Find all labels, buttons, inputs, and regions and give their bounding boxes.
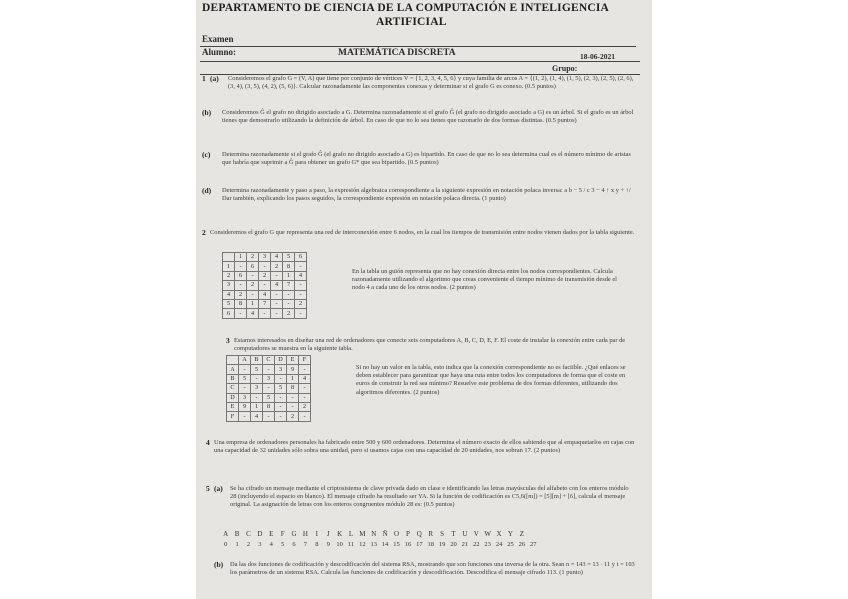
alphabet-number: 4 — [269, 541, 273, 548]
q2-table-cell: 6 — [247, 262, 259, 271]
q2-transmission-table — [222, 252, 307, 319]
q3-table-cell: - — [299, 412, 311, 421]
alphabet-letter: E — [269, 530, 274, 538]
q3-table-cell: - — [299, 365, 311, 374]
q2-table-row — [223, 271, 307, 280]
q5a-text: Se ha cifrado un mensaje mediante el criptosistema de clave privada dado en clase e identificando las letras mayúsculas del alfabeto con los enteros módulo 28 (incluyendo el espacio en blanco). El mensaje cifrado ha resultado ser YA. Si la función de codificación es C5,6([m]) = [5][m] + [6], calcula el mensaje original. La asignación de letras con los enteros congruentes módulo 28 es: (0.5 puntos) — [230, 485, 629, 509]
alphabet-letter: A — [223, 530, 229, 538]
alphabet-letter: Y — [507, 530, 513, 538]
alphabet-number: 13 — [370, 541, 378, 548]
q3-table-cell: 5 — [251, 365, 263, 374]
q3-table-row — [227, 402, 311, 411]
alphabet-number: 8 — [315, 541, 319, 548]
alphabet-number: 0 — [224, 541, 228, 548]
alphabet-number: 24 — [495, 541, 503, 548]
q2-table-cell: 2 — [223, 271, 235, 280]
q3-table-cell: - — [263, 365, 275, 374]
q1a-text: Consideremos el grafo G = (V, A) que tiene por conjunto de vértices V = {1, 2, 3, 4, 5, 6} y cuya familia de arcos A = {(1, 2), (1, 4), (1, 5), (2, 3), (2, 5), (2, 6), (3, 4), (3, 5), (4, 2), (5, 6)}. Calcular razonadamente las componentes conexas y determinar si el grafo G es conexo. (0.5 puntos) — [228, 75, 634, 91]
q3-table-cell: - — [287, 393, 299, 402]
q2-table-row — [223, 253, 307, 262]
alphabet-number: 7 — [303, 541, 308, 548]
q2-table-row — [223, 262, 307, 271]
q2-table-row — [223, 290, 307, 299]
alphabet-number: 10 — [336, 541, 343, 548]
q3-table-cell: 9 — [239, 402, 251, 411]
alphabet-letter: Z — [519, 530, 524, 538]
alphabet-number: 15 — [393, 541, 400, 548]
alphabet-letter: P — [405, 530, 410, 538]
q4-text: Una empresa de ordenadores personales ha fabricado entre 500 y 600 ordenadores. Determina el número exacto de ellos sabiendo que al empaquetarlos en cajas con una capacidad de 32 unidades sólo sobra una unidad, pero si usamos cajas con una capacidad de 20 unidades, nos sobran 17. (2 puntos) — [214, 439, 635, 455]
exam-label: Examen — [202, 34, 234, 44]
alphabet-letter: G — [291, 530, 297, 538]
q1d-label: (d) — [202, 186, 212, 195]
alphabet-number: 11 — [347, 541, 355, 548]
alphabet-letter: N — [371, 530, 377, 538]
alphabet-number: 1 — [235, 541, 239, 548]
q3-table-cell: 5 — [275, 384, 287, 393]
q2-table-cell: 2 — [295, 299, 307, 308]
q2-table-cell: - — [235, 262, 247, 271]
q3-table-cell: 9 — [287, 365, 299, 374]
q2-table-row — [223, 299, 307, 308]
alphabet-letter: I — [315, 530, 318, 538]
q3-table-cell: 4 — [251, 412, 263, 421]
q2-table-cell: 1 — [247, 299, 259, 308]
q3-table-cell: 5 — [263, 393, 275, 402]
group-label: Grupo: — [552, 64, 578, 73]
q2-table-cell: 4 — [259, 290, 271, 299]
q3-table-cell: - — [251, 393, 263, 402]
alphabet-letter: D — [257, 530, 263, 538]
alphabet-number: 23 — [484, 541, 491, 548]
alphabet-number: 21 — [461, 541, 469, 548]
alphabet-letter: W — [484, 530, 491, 538]
alphabet-number: 12 — [359, 541, 366, 548]
q2-table-cell: - — [259, 281, 271, 290]
alphabet-letter: M — [359, 530, 366, 538]
alphabet-letter: Ñ — [382, 530, 388, 538]
q3-table-cell: - — [275, 412, 287, 421]
alphabet-letter: K — [337, 530, 343, 538]
q2-table-cell: 8 — [283, 262, 295, 271]
q2-table-cell: - — [295, 290, 307, 299]
alphabet-letter: T — [451, 530, 456, 538]
q2-table-cell: - — [295, 262, 307, 271]
q3-table-cell: C — [263, 356, 275, 365]
alphabet-number: 25 — [507, 541, 514, 548]
q3-table-cell: 4 — [299, 374, 311, 383]
q2-table-cell: - — [235, 309, 247, 318]
q2-table-cell: - — [259, 262, 271, 271]
q2-table-cell: - — [271, 309, 283, 318]
alphabet-letter: V — [473, 530, 479, 538]
q3-table-cell: 5 — [239, 374, 251, 383]
q3-table-cell: 8 — [287, 384, 299, 393]
exam-date: 18-06-2021 — [580, 52, 615, 61]
exam-sheet — [196, 0, 652, 599]
q3-table-cell: - — [239, 365, 251, 374]
alphabet-letter: R — [428, 530, 434, 538]
q2-text: En la tabla un guión representa que no hay conexión directa entre los nodos correspondientes. Calcula razonadamente utilizando el algoritmo que creas conveniente el tiempo mínimo de transmisión desde el nodo 4 a cada uno de los otros nodos. (2 puntos) — [352, 268, 617, 292]
q2-table-cell: 6 — [223, 309, 235, 318]
q2-table-cell: - — [235, 281, 247, 290]
q1c-label: (c) — [202, 150, 211, 159]
q2-table-cell: 1 — [283, 271, 295, 280]
q2-table-cell: 4 — [223, 290, 235, 299]
q3-table-cell: - — [299, 384, 311, 393]
q2-table-cell: - — [271, 290, 283, 299]
q1-number: 1 — [202, 74, 206, 83]
q3-table-cell: D — [275, 356, 287, 365]
alphabet-letters-row — [220, 530, 528, 538]
q2-table-cell: 6 — [235, 271, 247, 280]
q3-text: Si no hay un valor en la tabla, esto indica que la conexión correspondiente no es factible. ¿Qué enlaces se deben establecer para garantizar que haya una ruta entre todos los computadores de forma que el coste en euros de construir la red sea mínimo? Resuelve este problema de dos formas diferentes, utilizando dos algoritmos diferentes. (2 puntos) — [356, 364, 626, 396]
q3-table-cell: A — [239, 356, 251, 365]
q2-table-cell: - — [271, 271, 283, 280]
q3-table-cell: - — [275, 393, 287, 402]
alphabet-number: 16 — [404, 541, 412, 548]
q3-table-cell: E — [287, 356, 299, 365]
department-title-line2: ARTIFICIAL — [376, 16, 447, 28]
q3-table-cell: - — [275, 374, 287, 383]
q2-table-cell: 2 — [247, 253, 259, 262]
alphabet-letter: H — [302, 530, 308, 538]
q2-table-row — [223, 309, 307, 318]
student-label: Alumno: — [202, 47, 237, 57]
q2-table-cell: 1 — [223, 262, 235, 271]
q1b-label: (b) — [202, 108, 212, 117]
q2-table-cell: - — [283, 299, 295, 308]
alphabet-letter: S — [440, 530, 445, 538]
q1a-label: (a) — [210, 74, 219, 83]
q3-table-cell: A — [227, 365, 239, 374]
q2-table-cell: 3 — [223, 281, 235, 290]
department-title-line1: DEPARTAMENTO DE CIENCIA DE LA COMPUTACIÓN E INTELIGENCIA — [202, 2, 610, 14]
q3-table-cell: - — [299, 393, 311, 402]
alphabet-letter: U — [462, 530, 468, 538]
q2-table-cell: 2 — [283, 309, 295, 318]
q2-table-cell: - — [259, 309, 271, 318]
q3-table-row — [227, 393, 311, 402]
q3-table-cell: 2 — [299, 402, 311, 411]
q3-table-cell: - — [251, 374, 263, 383]
q2-table-cell: 7 — [283, 281, 295, 290]
header-rule-1 — [200, 46, 636, 47]
alphabet-number: 19 — [438, 541, 446, 548]
q2-table-cell: 2 — [271, 262, 283, 271]
q1b-text: Consideremos Ĝ el grafo no dirigido asociado a G. Determina razonadamente si el grafo Ĝ (el grafo no dirigido asociado a G) es un árbol. Si el grafo es un árbol tienes que demostrarlo utilizando la definición de árbol. En caso de que no lo sea tienes que razonarlo de dos formas distintas. (0.5 puntos) — [222, 109, 634, 125]
q3-table-cell: F — [299, 356, 311, 365]
q3-table-cell: 8 — [263, 402, 275, 411]
alphabet-letter: C — [246, 530, 251, 538]
alphabet-number: 17 — [416, 541, 423, 548]
q2-table-cell — [223, 253, 235, 262]
q3-table-cell: 1 — [287, 374, 299, 383]
alphabet-letter: B — [234, 530, 240, 538]
alphabet-number: 18 — [427, 541, 434, 548]
alphabet-number: 6 — [292, 541, 296, 548]
q3-table-cell — [227, 356, 239, 365]
q2-table-cell: 5 — [223, 299, 235, 308]
q3-table-row — [227, 412, 311, 421]
q2-table-cell: 5 — [283, 253, 295, 262]
q2-table-cell: 2 — [259, 271, 271, 280]
q2-table-cell: - — [271, 299, 283, 308]
q3-table-cell: C — [227, 384, 239, 393]
alphabet-number: 9 — [326, 541, 330, 548]
q5b-label: (b) — [214, 560, 224, 569]
alphabet-number: 14 — [381, 541, 389, 548]
header-rule-2 — [200, 61, 640, 62]
q3-table-cell: - — [263, 412, 275, 421]
alphabet-number: 22 — [473, 541, 480, 548]
alphabet-number: 2 — [246, 541, 251, 548]
alphabet-letter: Q — [416, 530, 422, 538]
q3-table-cell: 3 — [275, 365, 287, 374]
q3-cost-table — [226, 355, 311, 422]
alphabet-letter: J — [326, 530, 330, 538]
q3-table-cell: B — [251, 356, 263, 365]
alphabet-number: 3 — [258, 541, 262, 548]
q3-table-row — [227, 356, 311, 365]
q3-table-cell: 3 — [251, 384, 263, 393]
alphabet-letter: X — [496, 530, 502, 538]
q3-table-cell: 3 — [239, 393, 251, 402]
q3-table-cell: - — [263, 384, 275, 393]
q2-table-cell: 3 — [259, 253, 271, 262]
q2-number: 2 — [202, 228, 206, 237]
q2-table-cell: 1 — [235, 253, 247, 262]
alphabet-letter: L — [348, 530, 354, 538]
q2-table-cell: 6 — [295, 253, 307, 262]
q3-table-row — [227, 365, 311, 374]
q2-table-cell: 2 — [247, 281, 259, 290]
q3-table-cell: 3 — [263, 374, 275, 383]
q4-number: 4 — [206, 438, 210, 447]
q3-intro: Estamos interesados en diseñar una red de ordenadores que conecte seis computadores A, B, C, D, E, F. El coste de instalar la conexión entre cada par de computadores se muestra en la siguiente tabla. — [234, 337, 626, 353]
q2-intro: Consideremos el grafo G que representa una red de interconexión entre 6 nodos, en la cual los tiempos de transmisión entre nodos vienen dados por la tabla siguiente. — [210, 229, 635, 236]
q2-table-cell: 4 — [295, 271, 307, 280]
q3-table-cell: - — [275, 402, 287, 411]
q2-table-cell: - — [283, 290, 295, 299]
q2-table-cell: - — [295, 309, 307, 318]
q2-table-cell: - — [295, 281, 307, 290]
q1d-text: Determina razonadamente y paso a paso, la expresión algebraica correspondiente a la siguiente expresión en notación polaca inversa: a b − 5 / c 3 − 4 ↑ x y + ↑/ Dar también, explicando los pasos seguidos, la correspondiente expresión en notación polaca directa. (1 punto) — [222, 187, 631, 203]
q5a-label: (a) — [214, 484, 223, 493]
alphabet-letter: O — [394, 530, 400, 538]
q5b-text: Da las dos funciones de codificación y descodificación del sistema RSA, mostrando que son funciones una inversa de la otra. Sean n = 143 = 13 · 11 y t = 103 los parámetros de un sistema RSA. Calcula las funciones de codificación y descodificación. Descodifica el mensaje cifrado 113. (1 punto) — [230, 561, 635, 577]
alphabet-number: 27 — [529, 541, 537, 548]
q2-table-cell: 4 — [271, 281, 283, 290]
q3-table-cell: 2 — [287, 412, 299, 421]
alphabet-number: 26 — [518, 541, 526, 548]
q3-table-cell: D — [227, 393, 239, 402]
q2-table-cell: 4 — [247, 309, 259, 318]
q3-table-row — [227, 374, 311, 383]
alphabet-numbers-row — [220, 541, 539, 548]
q2-table-cell: - — [247, 290, 259, 299]
q2-table-cell: 8 — [235, 299, 247, 308]
subject-title: MATEMÁTICA DISCRETA — [338, 48, 456, 58]
q3-table-cell: - — [287, 402, 299, 411]
alphabet-number: 5 — [281, 541, 285, 548]
alphabet-number: 20 — [450, 541, 457, 548]
q2-table-row — [223, 281, 307, 290]
q3-table-cell: - — [239, 384, 251, 393]
alphabet-letter: F — [280, 530, 285, 538]
q3-number: 3 — [226, 336, 230, 345]
q3-table-cell: B — [227, 374, 239, 383]
q3-table-cell: 1 — [251, 402, 263, 411]
q2-table-cell: - — [247, 271, 259, 280]
q3-table-cell: F — [227, 412, 239, 421]
q2-table-cell: 2 — [235, 290, 247, 299]
q3-table-cell: E — [227, 402, 239, 411]
q2-table-cell: 4 — [271, 253, 283, 262]
q3-table-cell: - — [239, 412, 251, 421]
q3-table-row — [227, 384, 311, 393]
q1c-text: Determina razonadamente si el grafo Ĝ (el grafo no dirigido asociado a G) es bipartido. En caso de que no lo sea determina cual es el número mínimo de aristas que habría que suprimir a Ĝ para obtener un grafo G* que sea bipartido. (0.5 puntos) — [222, 151, 631, 167]
q5-number: 5 — [206, 484, 210, 493]
q2-table-cell: 7 — [259, 299, 271, 308]
